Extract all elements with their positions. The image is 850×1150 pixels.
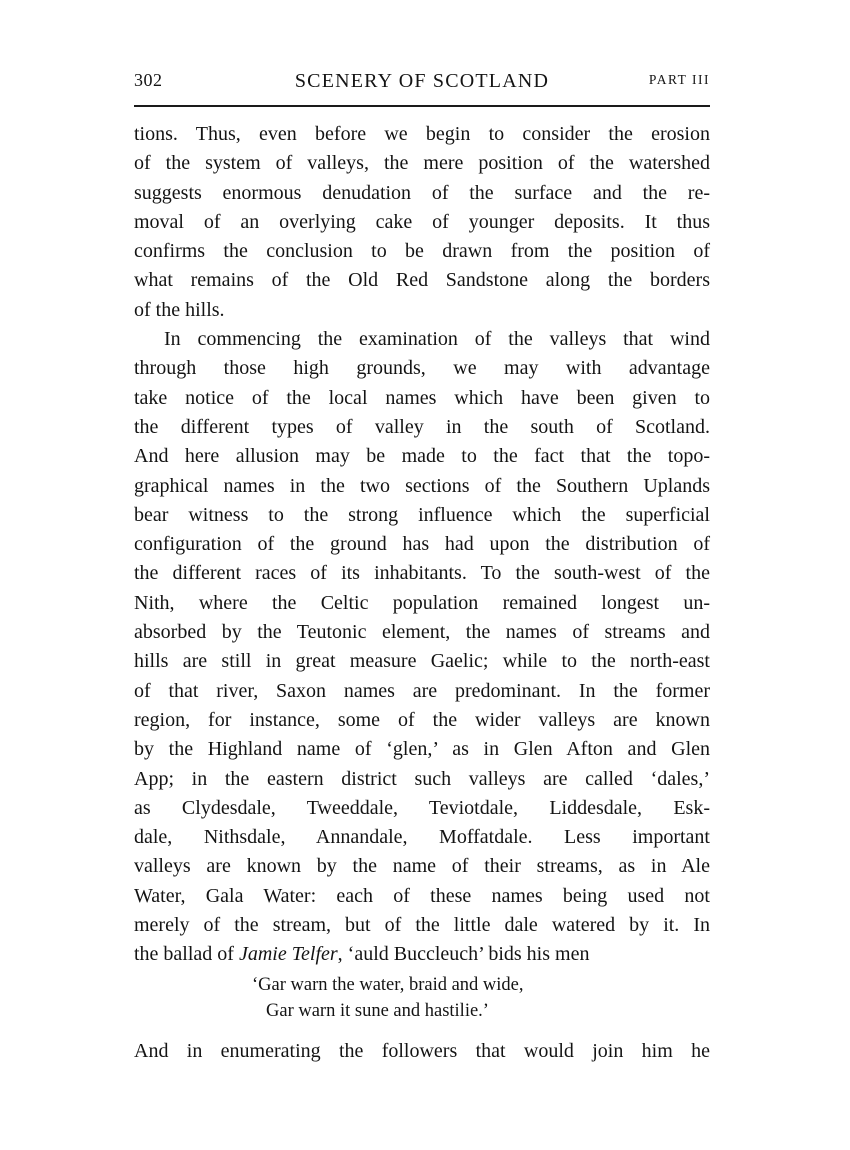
text-line: take notice of the local names which have been given to xyxy=(134,386,710,409)
text-line: by the Highland name of ‘glen,’ as in Glen Afton and Glen xyxy=(134,738,710,761)
part-label: PART III xyxy=(648,72,710,87)
text-line: what remains of the Old Red Sandstone along the borders xyxy=(134,269,710,292)
text-line: configuration of the ground has had upon the distribution of xyxy=(134,533,710,556)
text-line: confirms the conclusion to be drawn from the position of xyxy=(134,240,710,263)
text-line: of that river, Saxon names are predominant. In the former xyxy=(134,679,710,702)
text-line: hills are still in great measure Gaelic; while to the north-east xyxy=(134,650,710,673)
running-title: SCENERY OF SCOTLAND xyxy=(294,70,550,92)
text-line: suggests enormous denudation of the surface and the re- xyxy=(134,181,710,204)
text-line: as Clydesdale, Tweeddale, Teviotdale, Liddesdale, Esk- xyxy=(134,796,710,819)
verse-line: ‘Gar warn the water, braid and wide, xyxy=(252,975,524,995)
text-line: In commencing the examination of the valleys that wind xyxy=(164,328,710,351)
verse-line: Gar warn it sune and hastilie.’ xyxy=(266,1001,489,1021)
closing-text xyxy=(134,1037,710,1066)
text-line: App; in the eastern district such valleys are called ‘dales,’ xyxy=(134,767,710,790)
text-line: graphical names in the two sections of the Southern Uplands xyxy=(134,474,710,497)
text-line: bear witness to the strong influence which the superficial xyxy=(134,503,710,526)
verse-quotation xyxy=(252,972,652,1024)
running-header xyxy=(134,70,710,100)
page-number: 302 xyxy=(134,70,163,90)
ballad-line-before: the ballad of xyxy=(134,943,239,966)
text-line: of the system of valleys, the mere position of the watershed xyxy=(134,152,710,175)
text-line: And here allusion may be made to the fact that the topo- xyxy=(134,445,710,468)
text-line: through those high grounds, we may with advantage xyxy=(134,357,710,380)
text-line: the different races of its inhabitants. To the south-west of the xyxy=(134,562,710,585)
text-line: tions. Thus, even before we begin to consider the erosion xyxy=(134,123,710,145)
header-rule xyxy=(134,105,710,107)
ballad-title: Jamie Telfer xyxy=(238,943,338,966)
text-line: And in enumerating the followers that would join him he xyxy=(134,1040,710,1062)
text-line: merely of the stream, but of the little dale watered by it. In xyxy=(134,914,710,937)
text-line: region, for instance, some of the wider valleys are known xyxy=(134,708,710,731)
text-line: Nith, where the Celtic population remained longest un- xyxy=(134,591,710,614)
text-line: moval of an overlying cake of younger deposits. It thus xyxy=(134,210,710,233)
text-line: the different types of valley in the south of Scotland. xyxy=(134,415,710,438)
text-line: of the hills. xyxy=(134,298,225,321)
ballad-line-after: , ‘auld Buccleuch’ bids his men xyxy=(337,943,590,966)
text-line: valleys are known by the name of their streams, as in Ale xyxy=(134,855,710,878)
text-line: absorbed by the Teutonic element, the names of streams and xyxy=(134,621,710,644)
text-line: dale, Nithsdale, Annandale, Moffatdale. Less important xyxy=(134,826,710,849)
ballad-line xyxy=(134,940,710,969)
text-line: Water, Gala Water: each of these names being used not xyxy=(134,884,710,907)
body-text xyxy=(134,120,710,970)
